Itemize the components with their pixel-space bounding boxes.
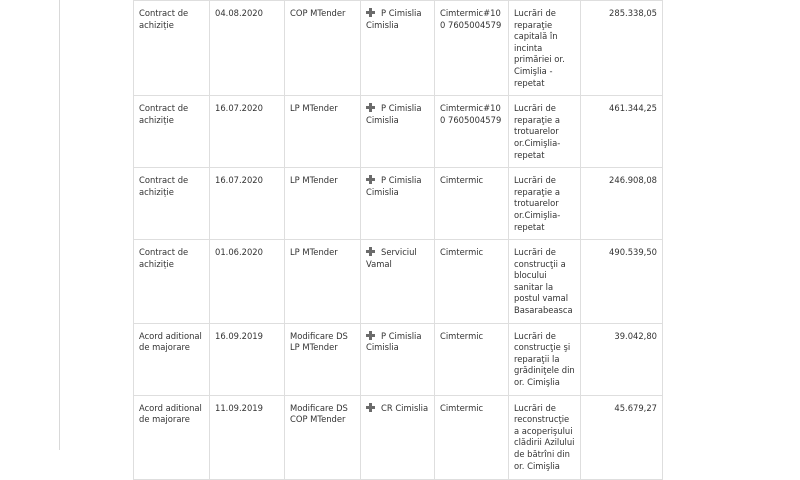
date-cell: 16.07.2020 xyxy=(210,96,285,168)
procedure-cell: LP MTender xyxy=(285,168,361,240)
date-cell: 04.08.2020 xyxy=(210,1,285,96)
buyer-name: P Cimislia Cimislia xyxy=(366,175,422,197)
buyer-name: Serviciul Vamal xyxy=(366,247,417,269)
contract-type-cell: Contract de achiziție xyxy=(134,168,210,240)
table-row[interactable] xyxy=(134,240,663,324)
plus-icon[interactable] xyxy=(366,403,375,412)
supplier-cell: Cimtermic xyxy=(435,323,509,395)
table-row[interactable] xyxy=(134,96,663,168)
plus-icon[interactable] xyxy=(366,331,375,340)
procedure-cell: Modificare DS COP MTender xyxy=(285,395,361,479)
date-cell: 16.07.2020 xyxy=(210,168,285,240)
procedure-cell: LP MTender xyxy=(285,96,361,168)
buyer-name: P Cimislia Cimislia xyxy=(366,330,422,353)
date-cell: 11.09.2019 xyxy=(210,395,285,479)
amount-cell: 490.539,50 xyxy=(581,240,663,324)
buyer-name: P Cimislia Cimislia xyxy=(366,103,422,125)
description-cell: Lucrări de construcţii a blocului sanitar la postul vamal Basarabeasca xyxy=(509,240,581,324)
contract-type-cell: Contract de achiziție xyxy=(134,240,210,324)
buyer-cell[interactable] xyxy=(361,323,435,395)
buyer-cell[interactable] xyxy=(361,240,435,324)
description-cell: Lucrări de reparaţie a trotuarelor or.Cimişlia-repetat xyxy=(509,168,581,240)
supplier-cell: Cimtermic#100 7605004579 xyxy=(435,1,509,96)
procedure-cell: LP MTender xyxy=(285,240,361,324)
date-cell: 16.09.2019 xyxy=(210,323,285,395)
table-row[interactable] xyxy=(134,1,663,96)
amount-cell: 285.338,05 xyxy=(581,1,663,96)
contract-type-cell: Contract de achiziție xyxy=(134,1,210,96)
buyer-cell[interactable] xyxy=(361,395,435,479)
left-divider xyxy=(59,0,60,450)
table-row[interactable] xyxy=(134,168,663,240)
buyer-name: CR Cimislia xyxy=(381,402,429,413)
table-row[interactable] xyxy=(134,395,663,479)
description-cell: Lucrări de construcţie şi reparaţii la grădiniţele din or. Cimişlia xyxy=(509,323,581,395)
procedure-cell: COP MTender xyxy=(285,1,361,96)
plus-icon[interactable] xyxy=(366,8,375,17)
plus-icon[interactable] xyxy=(366,247,375,256)
buyer-cell[interactable] xyxy=(361,1,435,96)
supplier-cell: Cimtermic xyxy=(435,395,509,479)
contracts-table xyxy=(133,0,663,480)
description-cell: Lucrări de reparaţie a trotuarelor or.Cimişlia-repetat xyxy=(509,96,581,168)
buyer-cell[interactable] xyxy=(361,96,435,168)
contract-type-cell: Contract de achiziție xyxy=(134,96,210,168)
supplier-cell: Cimtermic xyxy=(435,168,509,240)
contract-type-cell: Acord aditional de majorare xyxy=(134,323,210,395)
amount-cell: 246.908,08 xyxy=(581,168,663,240)
table-row[interactable] xyxy=(134,323,663,395)
buyer-cell[interactable] xyxy=(361,168,435,240)
buyer-name: P Cimislia Cimislia xyxy=(366,8,422,30)
plus-icon[interactable] xyxy=(366,175,375,184)
supplier-cell: Cimtermic xyxy=(435,240,509,324)
amount-cell: 39.042,80 xyxy=(581,323,663,395)
contract-type-cell: Acord aditional de majorare xyxy=(134,395,210,479)
supplier-cell: Cimtermic#100 7605004579 xyxy=(435,96,509,168)
date-cell: 01.06.2020 xyxy=(210,240,285,324)
amount-cell: 45.679,27 xyxy=(581,395,663,479)
description-cell: Lucrări de reconstrucţie a acoperişului clădirii Azilului de bătrîni din or. Cimişlia xyxy=(509,395,581,479)
amount-cell: 461.344,25 xyxy=(581,96,663,168)
plus-icon[interactable] xyxy=(366,103,375,112)
procedure-cell: Modificare DS LP MTender xyxy=(285,323,361,395)
description-cell: Lucrări de reparaţie capitală în incinta primăriei or. Cimişlia - repetat xyxy=(509,1,581,96)
